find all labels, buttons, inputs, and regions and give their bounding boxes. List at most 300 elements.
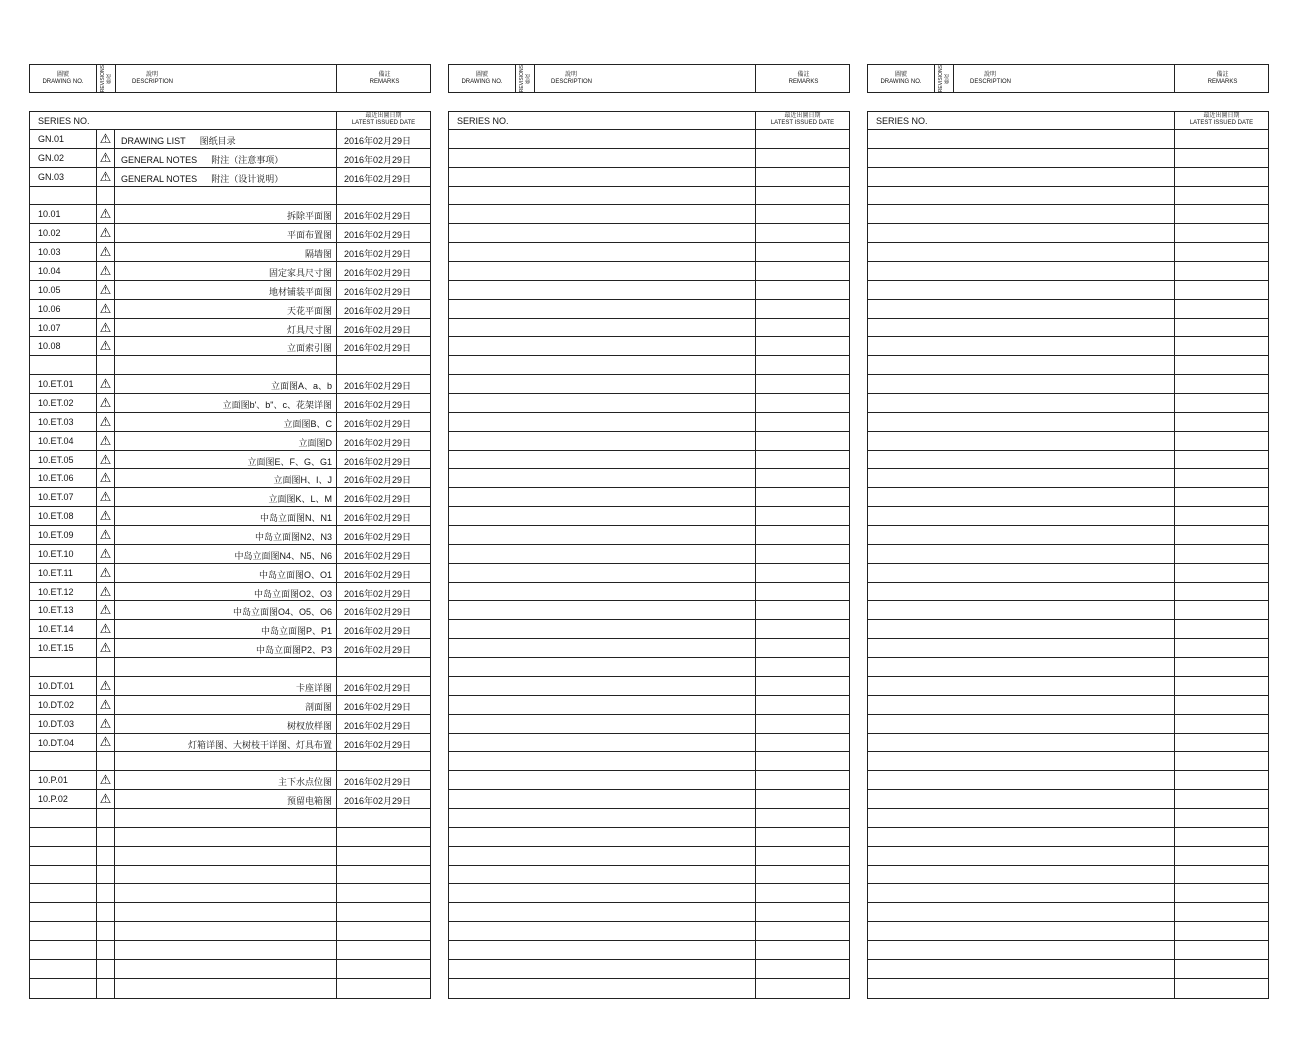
- issued-date: [755, 130, 849, 148]
- description: 隔墙图: [304, 249, 332, 260]
- revision-cell: [515, 752, 534, 770]
- description-en: DESCRIPTION: [132, 78, 174, 85]
- revision-cell: [934, 300, 953, 318]
- revision-cell: [934, 696, 953, 714]
- remarks-en: REMARKS: [1207, 78, 1238, 85]
- issued-date: 2016年02月29日: [336, 601, 430, 619]
- table-row: [868, 752, 1268, 771]
- drawing-no: 10.ET.09: [38, 530, 74, 541]
- date-header-zh: 最近出圖日期: [784, 113, 821, 119]
- table-body: [30, 130, 430, 998]
- drawing-no: GN.02: [38, 152, 65, 163]
- issued-date: [755, 281, 849, 299]
- table-row: [30, 620, 430, 639]
- revision-cell: [96, 809, 115, 827]
- remarks-zh: 備註: [1216, 71, 1229, 78]
- issued-date: [1174, 884, 1268, 902]
- issued-date: [1174, 866, 1268, 884]
- table-row: [868, 526, 1268, 545]
- drawing-no: 10.03: [38, 247, 61, 258]
- revision-cell: [934, 828, 953, 846]
- table-row: [30, 866, 430, 885]
- issued-date: 2016年02月29日: [336, 564, 430, 582]
- issued-date: 2016年02月29日: [336, 375, 430, 393]
- description: [121, 134, 330, 147]
- table-row: [30, 243, 430, 262]
- table-row: [30, 601, 430, 620]
- table-row: [449, 394, 849, 413]
- remarks-en: REMARKS: [369, 78, 400, 85]
- drawing-no: 10.02: [38, 228, 61, 239]
- revision-mark: ⚠: [99, 621, 112, 637]
- issued-date: [336, 941, 430, 959]
- issued-date: [1174, 149, 1268, 167]
- revision-cell: [515, 715, 534, 733]
- issued-date: [1174, 168, 1268, 186]
- revision-cell: [934, 941, 953, 959]
- issued-date: 2016年02月29日: [336, 790, 430, 808]
- revision-triangle-icon: [96, 413, 115, 431]
- table-row: [868, 601, 1268, 620]
- table-row: [30, 375, 430, 394]
- table-row: [868, 639, 1268, 658]
- revision-cell: [515, 771, 534, 789]
- table-row: [30, 734, 430, 753]
- issued-date: [755, 677, 849, 695]
- table-row: [30, 922, 430, 941]
- drawing-no: 10.06: [38, 303, 61, 314]
- table-row: [868, 771, 1268, 790]
- issued-date: 2016年02月29日: [336, 715, 430, 733]
- issued-date: 2016年02月29日: [336, 771, 430, 789]
- table-row: [449, 696, 849, 715]
- table-row: [449, 639, 849, 658]
- revision-mark: ⚠: [99, 772, 112, 788]
- table-row: [868, 583, 1268, 602]
- table-row: [30, 488, 430, 507]
- issued-date: 2016年02月29日: [336, 149, 430, 167]
- issued-date: [755, 243, 849, 261]
- table-row: [868, 356, 1268, 375]
- table-row: [868, 790, 1268, 809]
- revision-triangle-icon: [96, 432, 115, 450]
- revision-triangle-icon: [96, 337, 115, 355]
- issued-date: [1174, 979, 1268, 998]
- issued-date: [1174, 677, 1268, 695]
- description: 灯具尺寸图: [286, 324, 332, 335]
- drawing-no: 10.DT.01: [38, 680, 75, 691]
- issued-date: [336, 809, 430, 827]
- revision-cell: [515, 149, 534, 167]
- issued-date: [755, 526, 849, 544]
- revision-triangle-icon: [96, 752, 115, 770]
- revision-cell: [515, 564, 534, 582]
- description: 天花平面图: [286, 305, 332, 316]
- issued-date: [1174, 243, 1268, 261]
- drawing-no: 10.04: [38, 266, 61, 277]
- table-row: [868, 469, 1268, 488]
- revision-cell: [515, 224, 534, 242]
- table-row: [449, 187, 849, 206]
- issued-date: 2016年02月29日: [336, 205, 430, 223]
- issued-date: 2016年02月29日: [336, 507, 430, 525]
- description: 平面布置图: [286, 230, 332, 241]
- drawing-no: 10.P.01: [38, 775, 68, 786]
- issued-date: [1174, 790, 1268, 808]
- revision-cell: [934, 903, 953, 921]
- issued-date: 2016年02月29日: [336, 696, 430, 714]
- issued-date: [755, 469, 849, 487]
- table-row: [30, 903, 430, 922]
- table-row: [868, 300, 1268, 319]
- description-zh: 說明: [146, 71, 159, 78]
- revision-cell: [515, 677, 534, 695]
- table-row: [30, 356, 430, 375]
- drawing-table: [29, 111, 431, 999]
- revision-cell: [934, 752, 953, 770]
- description: 中岛立面图N、N1: [259, 513, 332, 524]
- revision-cell: [96, 847, 115, 865]
- revision-triangle-icon: [96, 262, 115, 280]
- issued-date: [1174, 696, 1268, 714]
- table-row: [30, 960, 430, 979]
- table-row: [868, 922, 1268, 941]
- revision-cell: [515, 243, 534, 261]
- revision-cell: [515, 960, 534, 978]
- drawing-no: 10.ET.08: [38, 511, 74, 522]
- drawing-no: 10.01: [38, 209, 61, 220]
- drawing-no: GN.03: [38, 171, 65, 182]
- issued-date: 2016年02月29日: [336, 224, 430, 242]
- revision-mark: ⚠: [99, 149, 112, 165]
- issued-date: [1174, 601, 1268, 619]
- revision-mark: ⚠: [99, 319, 112, 335]
- revision-cell: [515, 356, 534, 374]
- table-row: [449, 979, 849, 998]
- table-row: [868, 187, 1268, 206]
- revisions-en: REVISIONS: [99, 64, 106, 93]
- issued-date: [755, 205, 849, 223]
- issued-date: 2016年02月29日: [336, 432, 430, 450]
- issued-date: [755, 922, 849, 940]
- revision-cell: [515, 639, 534, 657]
- revision-triangle-icon: [96, 620, 115, 638]
- revision-cell: [515, 828, 534, 846]
- issued-date: [1174, 715, 1268, 733]
- latest-issued-date-header: [1174, 112, 1268, 129]
- revision-mark: ⚠: [99, 206, 112, 222]
- issued-date: [755, 828, 849, 846]
- revision-cell: [515, 922, 534, 940]
- drawing-no-en: DRAWING NO.: [461, 78, 503, 85]
- issued-date: [1174, 507, 1268, 525]
- issued-date: [755, 771, 849, 789]
- drawing-no: 10.ET.13: [38, 605, 74, 616]
- revision-cell: [515, 262, 534, 280]
- issued-date: [1174, 828, 1268, 846]
- table-row: [30, 715, 430, 734]
- revision-cell: [934, 545, 953, 563]
- revision-triangle-icon: [96, 583, 115, 601]
- revision-cell: [96, 903, 115, 921]
- revision-cell: [96, 941, 115, 959]
- description-header: [116, 65, 337, 92]
- drawing-no-header: [868, 65, 935, 92]
- revision-cell: [934, 413, 953, 431]
- table-row: [449, 451, 849, 470]
- revision-cell: [934, 281, 953, 299]
- table-row: [30, 583, 430, 602]
- issued-date: [755, 356, 849, 374]
- table-row: [30, 413, 430, 432]
- revision-cell: [934, 451, 953, 469]
- revision-cell: [96, 979, 115, 998]
- revision-mark: ⚠: [99, 470, 112, 486]
- revisions-zh: 修改: [943, 73, 950, 84]
- table-row: [868, 243, 1268, 262]
- remarks-zh: 備註: [378, 71, 391, 78]
- table-row: [868, 262, 1268, 281]
- table-row: [868, 337, 1268, 356]
- issued-date: [755, 639, 849, 657]
- issued-date: [755, 149, 849, 167]
- table-row: [449, 960, 849, 979]
- date-header-zh: 最近出圖日期: [1203, 113, 1240, 119]
- revision-triangle-icon: [96, 488, 115, 506]
- revision-cell: [515, 300, 534, 318]
- revision-cell: [934, 734, 953, 752]
- table-row: [449, 168, 849, 187]
- revision-cell: [934, 658, 953, 676]
- revision-cell: [934, 922, 953, 940]
- description: 预留电箱图: [286, 796, 332, 807]
- table-row: [30, 149, 430, 168]
- issued-date: 2016年02月29日: [336, 394, 430, 412]
- issued-date: [1174, 545, 1268, 563]
- issued-date: [1174, 281, 1268, 299]
- revision-mark: ⚠: [99, 376, 112, 392]
- revision-cell: [515, 469, 534, 487]
- issued-date: [1174, 526, 1268, 544]
- issued-date: [1174, 469, 1268, 487]
- table-row: [449, 262, 849, 281]
- column-header: [448, 64, 850, 93]
- table-row: [449, 413, 849, 432]
- issued-date: [755, 658, 849, 676]
- table-header: [30, 112, 430, 130]
- description-zh: 附注（注意事项）: [211, 154, 284, 165]
- revision-mark: ⚠: [99, 225, 112, 241]
- issued-date: [755, 545, 849, 563]
- issued-date: [755, 620, 849, 638]
- revision-cell: [515, 601, 534, 619]
- issued-date: [1174, 488, 1268, 506]
- revision-cell: [515, 583, 534, 601]
- issued-date: [1174, 903, 1268, 921]
- description: [121, 153, 330, 166]
- issued-date: [1174, 300, 1268, 318]
- table-row: [449, 300, 849, 319]
- issued-date: [336, 979, 430, 998]
- table-row: [868, 809, 1268, 828]
- revision-cell: [934, 337, 953, 355]
- issued-date: 2016年02月29日: [336, 262, 430, 280]
- table-row: [449, 922, 849, 941]
- table-row: [449, 319, 849, 338]
- revision-cell: [934, 488, 953, 506]
- revision-cell: [515, 903, 534, 921]
- drawing-no: 10.08: [38, 341, 61, 352]
- table-row: [449, 583, 849, 602]
- table-row: [30, 545, 430, 564]
- table-row: [30, 451, 430, 470]
- table-row: [449, 866, 849, 885]
- table-row: [449, 601, 849, 620]
- issued-date: 2016年02月29日: [336, 639, 430, 657]
- revision-cell: [515, 696, 534, 714]
- issued-date: 2016年02月29日: [336, 243, 430, 261]
- table-row: [449, 771, 849, 790]
- revision-cell: [515, 526, 534, 544]
- drawing-no-en: DRAWING NO.: [880, 78, 922, 85]
- drawing-no: 10.07: [38, 322, 61, 333]
- table-row: [30, 319, 430, 338]
- revision-cell: [934, 507, 953, 525]
- table-row: [868, 149, 1268, 168]
- issued-date: 2016年02月29日: [336, 677, 430, 695]
- issued-date: [336, 658, 430, 676]
- revisions-header: [935, 65, 954, 92]
- series-no-label: SERIES NO.: [38, 116, 90, 126]
- issued-date: [1174, 847, 1268, 865]
- revision-cell: [934, 526, 953, 544]
- table-row: [449, 564, 849, 583]
- table-row: [30, 168, 430, 187]
- drawing-no: 10.P.02: [38, 794, 68, 805]
- table-row: [30, 224, 430, 243]
- revision-cell: [515, 375, 534, 393]
- description-zh: 說明: [984, 71, 997, 78]
- description: 立面索引图: [286, 343, 332, 354]
- revision-mark: ⚠: [99, 791, 112, 806]
- issued-date: [1174, 639, 1268, 657]
- remarks-en: REMARKS: [788, 78, 819, 85]
- issued-date: [336, 884, 430, 902]
- revision-cell: [934, 356, 953, 374]
- revision-cell: [515, 941, 534, 959]
- table-row: [868, 903, 1268, 922]
- issued-date: [1174, 451, 1268, 469]
- issued-date: [755, 960, 849, 978]
- revision-mark: ⚠: [99, 489, 112, 505]
- description: 中岛立面图O4、O5、O6: [232, 607, 332, 618]
- issued-date: [336, 960, 430, 978]
- issued-date: [755, 715, 849, 733]
- revision-mark: ⚠: [99, 168, 112, 184]
- table-row: [868, 413, 1268, 432]
- issued-date: [1174, 187, 1268, 205]
- description: 主下水点位图: [277, 777, 332, 788]
- description-zh: 說明: [565, 71, 578, 78]
- issued-date: [755, 564, 849, 582]
- table-row: [868, 941, 1268, 960]
- issued-date: [336, 187, 430, 205]
- revision-mark: ⚠: [99, 508, 112, 524]
- issued-date: [755, 224, 849, 242]
- table-row: [30, 884, 430, 903]
- revision-triangle-icon: [96, 187, 115, 205]
- revision-cell: [515, 187, 534, 205]
- drawing-no: 10.ET.03: [38, 416, 74, 427]
- revision-mark: ⚠: [99, 244, 112, 260]
- table-row: [868, 620, 1268, 639]
- revision-mark: ⚠: [99, 583, 112, 599]
- revision-cell: [96, 866, 115, 884]
- revision-cell: [515, 979, 534, 998]
- description: 立面图E、F、G、G1: [247, 456, 332, 467]
- drawing-no-zh: 圖號: [475, 71, 488, 78]
- description-en: DRAWING LIST: [121, 136, 186, 146]
- revisions-header: [97, 65, 116, 92]
- table-row: [449, 205, 849, 224]
- issued-date: [755, 451, 849, 469]
- revision-cell: [934, 224, 953, 242]
- revision-triangle-icon: [96, 526, 115, 544]
- revision-triangle-icon: [96, 469, 115, 487]
- description: 立面图b'、b"、c、花架详图: [222, 400, 332, 411]
- table-row: [449, 243, 849, 262]
- issued-date: [755, 507, 849, 525]
- issued-date: [755, 337, 849, 355]
- issued-date: [1174, 205, 1268, 223]
- revision-triangle-icon: [96, 696, 115, 714]
- revision-cell: [96, 960, 115, 978]
- description-zh: 图纸目录: [199, 136, 236, 146]
- description-en: DESCRIPTION: [970, 78, 1012, 85]
- table-row: [30, 809, 430, 828]
- revision-cell: [934, 187, 953, 205]
- table-row: [30, 507, 430, 526]
- table-row: [30, 526, 430, 545]
- revision-cell: [515, 432, 534, 450]
- table-row: [30, 187, 430, 206]
- table-row: [449, 488, 849, 507]
- description: [121, 172, 330, 185]
- revision-cell: [515, 337, 534, 355]
- table-row: [868, 130, 1268, 149]
- issued-date: [755, 979, 849, 998]
- drawing-no: 10.DT.02: [38, 699, 75, 710]
- revision-cell: [96, 922, 115, 940]
- revision-mark: ⚠: [99, 564, 112, 580]
- drawing-no: 10.ET.06: [38, 473, 74, 484]
- issued-date: [1174, 658, 1268, 676]
- table-row: [868, 432, 1268, 451]
- drawing-table: [867, 111, 1269, 999]
- revision-triangle-icon: [96, 319, 115, 337]
- table-row: [868, 281, 1268, 300]
- issued-date: 2016年02月29日: [336, 413, 430, 431]
- issued-date: [755, 847, 849, 865]
- issued-date: [1174, 809, 1268, 827]
- table-row: [868, 545, 1268, 564]
- drawing-no: 10.DT.04: [38, 737, 75, 748]
- issued-date: 2016年02月29日: [336, 168, 430, 186]
- issued-date: [1174, 564, 1268, 582]
- issued-date: 2016年02月29日: [336, 734, 430, 752]
- table-row: [30, 658, 430, 677]
- table-row: [30, 752, 430, 771]
